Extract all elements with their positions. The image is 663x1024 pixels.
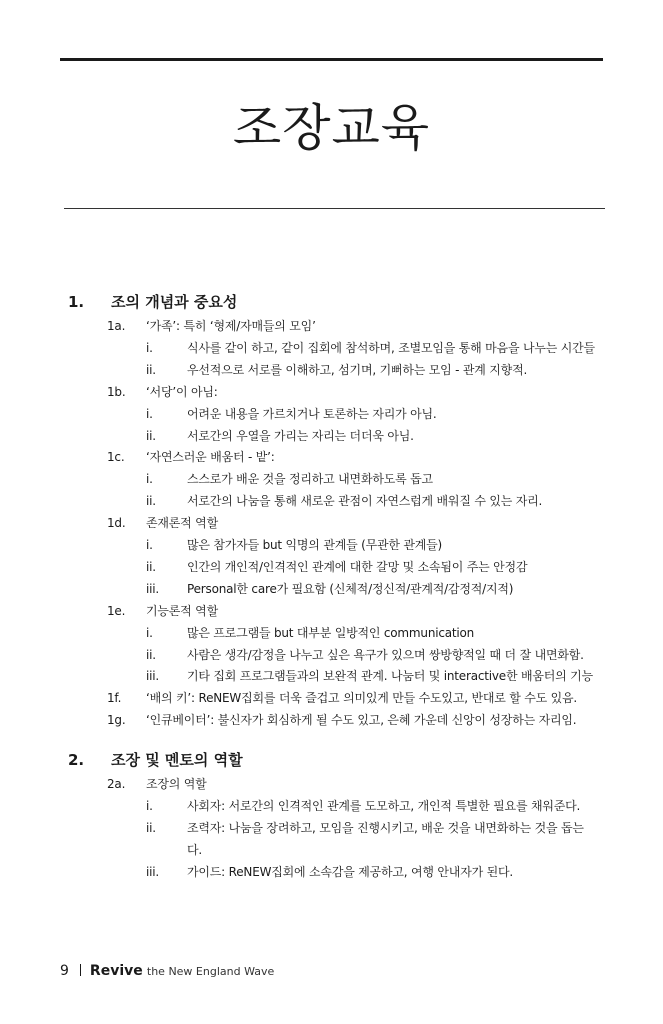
top-rule [60, 58, 603, 61]
section-title: 조장 및 멘토의 역할 [111, 751, 243, 769]
subitem-text: 어려운 내용을 가르치거나 토론하는 자리가 아님. [187, 406, 437, 421]
subitem-label: ii. [146, 559, 156, 574]
subitem-text: 많은 참가자들 but 익명의 관계들 (무관한 관계들) [187, 538, 443, 552]
footer-tagline: the New England Wave [146, 965, 275, 978]
subitem-label: i. [146, 798, 153, 813]
item-text: 존재론적 역할 [146, 516, 218, 531]
item-text: 기능론적 역할 [146, 603, 218, 618]
subitem-text: 서로간의 나눔을 통해 새로운 관점이 자연스럽게 배워질 수 있는 자리. [187, 494, 543, 509]
subitem-text: 우선적으로 서로를 이해하고, 섬기며, 기뻐하는 모임 - 관계 지향적. [187, 362, 528, 377]
page-title: 조장교육 [232, 99, 431, 157]
title-underline [64, 208, 605, 209]
page-number: 9 [60, 963, 69, 979]
subitem-text: 스스로가 배운 것을 정리하고 내면화하도록 돕고 [187, 472, 433, 487]
section-title: 조의 개념과 중요성 [111, 293, 238, 311]
item-text: ‘서당’이 아님: [146, 384, 218, 399]
item-text: ‘배의 키’: ReNEW집회를 더욱 즐겁고 의미있게 만들 수도있고, 반대로 할 수도 있음. [146, 691, 578, 706]
subitem-label: iii. [146, 864, 160, 879]
item-label: 2a. [107, 777, 126, 791]
subitem-text: 많은 프로그램들 but 대부분 일방적인 communication [187, 625, 475, 640]
subitem-label: ii. [146, 820, 156, 835]
subitem-text: 가이드: ReNEW집회에 소속감을 제공하고, 여행 안내자가 된다. [187, 864, 513, 879]
item-text: 조장의 역할 [146, 777, 207, 791]
subitem-continuation-text: 다. [187, 842, 203, 857]
subitem-label: iii. [146, 581, 160, 596]
subitem-label: ii. [146, 428, 156, 443]
section-number: 1. [68, 293, 85, 311]
item-label: 1d. [107, 516, 126, 531]
subitem-text: 사람은 생각/감정을 나누고 싶은 욕구가 있으며 쌍방향적일 때 더 잘 내면화함. [187, 647, 584, 662]
subitem-label: iii. [146, 669, 160, 684]
item-label: 1f. [107, 691, 122, 706]
item-label: 1g. [107, 713, 126, 728]
item-text: ‘인큐베이터’: 불신자가 회심하게 될 수도 있고, 은혜 가운데 신앙이 성장하는 자리임. [146, 713, 577, 728]
subitem-label: i. [146, 340, 153, 355]
footer-divider [80, 964, 81, 976]
subitem-label: i. [146, 625, 153, 640]
subitem-text: 기타 집회 프로그램들과의 보완적 관계. 나눔터 및 interactive한 배움터의 기능 [187, 669, 593, 684]
subitem-label: i. [146, 538, 153, 552]
subitem-label: ii. [146, 494, 156, 509]
subitem-label: i. [146, 472, 153, 487]
subitem-text: 인간의 개인적/인격적인 관계에 대한 갈망 및 소속됨이 주는 안정감 [187, 559, 528, 574]
subitem-text: 사회자: 서로간의 인격적인 관계를 도모하고, 개인적 특별한 필요를 채워준다. [187, 798, 581, 813]
subitem-label: i. [146, 406, 153, 421]
footer-brand: Revive [89, 963, 143, 979]
subitem-text: 조력자: 나눔을 장려하고, 모임을 진행시키고, 배운 것을 내면화하는 것을 돕는 [187, 820, 584, 835]
subitem-text: Personal한 care가 필요함 (신체적/정신적/관계적/감정적/지적) [187, 581, 514, 596]
page-footer [60, 962, 274, 981]
subitem-text: 식사를 같이 하고, 같이 집회에 참석하며, 조별모임을 통해 마음을 나누는 시간들 [187, 340, 595, 355]
item-text: ‘자연스러운 배움터 - 밭’: [146, 450, 275, 465]
subitem-label: ii. [146, 362, 156, 377]
item-label: 1a. [107, 319, 126, 333]
item-label: 1c. [107, 450, 125, 465]
subitem-label: ii. [146, 647, 156, 662]
subitem-text: 서로간의 우열을 가리는 자리는 더더욱 아님. [187, 428, 414, 443]
item-label: 1e. [107, 603, 126, 618]
section-number: 2. [68, 751, 85, 769]
item-label: 1b. [107, 384, 126, 399]
item-text: ‘가족’: 특히 ‘형제/자매들의 모임’ [146, 319, 316, 333]
